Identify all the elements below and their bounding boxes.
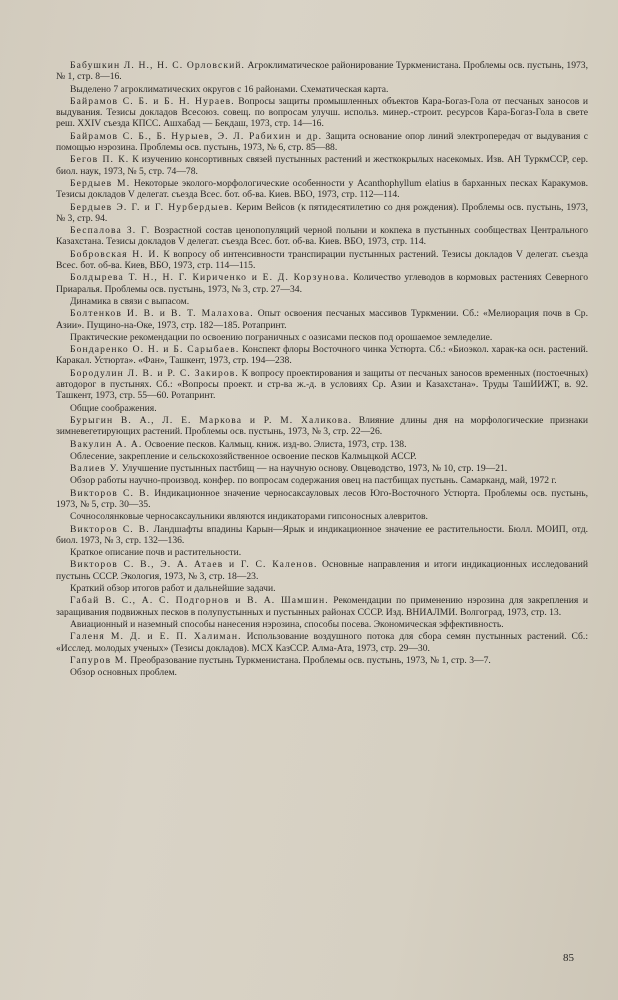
entry-text: Некоторые эколого-морфологические особенности у Acanthophyllum elatius в барханных песках Каракумов. Тезисы докладов V делегат. съезда Всес. бот. об-ва. Киев. ВБО, 1973, стр. 112—114. (56, 177, 588, 201)
bibliography-entry (56, 595, 588, 618)
entry-annotation (56, 84, 588, 95)
entry-text: Сочносолянковые черносаксаульники являются индикаторами гипсоносных алевритов. (70, 511, 428, 523)
entry-text: Освоение песков. Калмыц. книж. изд-во. Элиста, 1973, стр. 138. (142, 438, 407, 450)
entry-author: Бердыев М. (70, 177, 131, 189)
entry-annotation (56, 583, 588, 594)
bibliography-entry (56, 249, 588, 272)
entry-author: Бородулин Л. В. и Р. С. Закиров. (70, 367, 239, 379)
bibliography-entry (56, 463, 588, 474)
bibliography-entry (56, 559, 588, 582)
bibliography-entry (56, 178, 588, 201)
entry-annotation (56, 667, 588, 678)
entry-author: Викторов С. В., Э. А. Атаев и Г. С. Каленов. (70, 559, 318, 571)
entry-author: Викторов С. В. (70, 487, 151, 499)
bibliography-text (56, 60, 588, 679)
bibliography-entry (56, 439, 588, 450)
entry-author: Бабушкин Л. Н., Н. С. Орловский. (70, 60, 246, 71)
entry-text: К вопросу об интенсивности транспирации пустынных растений. Тезисы докладов V делегат. съезда Всес. бот. об-ва. Киев, ВБО, 1973, стр. 114—115. (56, 248, 588, 272)
entry-annotation (56, 619, 588, 630)
bibliography-entry (56, 272, 588, 295)
entry-author: Болтенков И. В. и В. Т. Малахова. (70, 308, 254, 320)
entry-author: Викторов С. В. (70, 523, 150, 535)
bibliography-entry (56, 60, 588, 83)
bibliography-entry (56, 308, 588, 331)
bibliography-entry (56, 524, 588, 547)
entry-author: Бобровская Н. И. (70, 248, 160, 260)
entry-text: Улучшение пустынных пастбищ — на научную основу. Овцеводство, 1973, № 10, стр. 19—21. (119, 463, 508, 475)
entry-author: Байрамов С. Б., Б. Нурыев, Э. Л. Рабихин и др. (70, 130, 323, 142)
bibliography-entry (56, 415, 588, 438)
entry-text: Практические рекомендации по освоению пограничных с оазисами песков под орошаемое земледелие. (70, 331, 493, 343)
entry-author: Бондаренко О. Н. и Б. Сарыбаев. (70, 344, 240, 356)
entry-author: Байрамов С. Б. и Б. Н. Нураев. (70, 95, 235, 107)
entry-text: Конспект флоры Восточного чинка Устюрта. Сб.: «Биоэкол. харак-ка осн. растений. Каракал. Устюрта». «Фан», Ташкент, 1973, стр. 194—238. (56, 344, 588, 367)
entry-author: Бурыгин В. А., Л. Е. Маркова и Р. М. Халикова. (70, 414, 353, 426)
bibliography-entry (56, 488, 588, 511)
bibliography-entry (56, 202, 588, 225)
bibliography-entry (56, 655, 588, 666)
entry-text: Опыт освоения песчаных массивов Туркмении. Сб.: «Мелиорация почв в Ср. Азии». Пущино-на-Оке, 1973, стр. 182—185. Ротапринт. (56, 308, 588, 331)
entry-annotation (56, 511, 588, 522)
bibliography-entry (56, 368, 588, 402)
entry-text: Обзор работы научно-производ. конфер. по вопросам содержания овец на пастбищах пустынь. Самарканд, май, 1972 г. (70, 475, 557, 487)
entry-annotation (56, 332, 588, 343)
bibliography-entry (56, 96, 588, 130)
entry-author: Беспалова З. Г. (70, 225, 151, 237)
entry-text: Выделено 7 агроклиматических округов с 16 районами. Схематическая карта. (70, 83, 389, 95)
entry-text: Агроклиматическое районирование Туркменистана. Проблемы осв. пустынь, 1973, № 1, стр. 8—16. (56, 60, 588, 83)
bibliography-entry (56, 225, 588, 248)
entry-author: Гапуров М. (70, 654, 128, 666)
entry-text: Количество углеводов в кормовых растениях Северного Приаралья. Проблемы осв. пустынь, 1973, № 3, стр. 27—34. (56, 272, 588, 295)
entry-annotation (56, 547, 588, 558)
entry-author: Габай В. С., А. С. Подгорнов и В. А. Шамшин. (70, 595, 329, 607)
entry-text: Динамика в связи с выпасом. (70, 295, 190, 307)
bibliography-entry (56, 154, 588, 177)
entry-text: Облесение, закрепление и сельскохозяйственное освоение песков Калмыцкой АССР. (70, 450, 417, 462)
entry-text: Возрастной состав ценопопуляций черной полыни и кокпека в пустынных сообществах Центрального Казахстана. Тезисы докладов V делегат. съезда Всес. бот. об-ва. Киев. ВБО, 1973, стр. 114. (56, 225, 589, 248)
entry-text: К вопросу проектирования и защиты от песчаных заносов временных (постоечных) автодорог в пустынях. Сб.: «Вопросы проект. и стр-ва ж.-д. в условиях Ср. Азии и Казахстана». Труды ТашИИЖТ, в. 92. Ташкент, 1973, стр. 55—60. Ротапринт. (56, 367, 588, 402)
entry-text: Рекомендации по применению нэрозина для закрепления и заращивания подвижных песков в полупустынных и пустынных районах СССР. Изд. ВНИАЛМИ. Волгоград, 1973, стр. 13. (56, 595, 588, 618)
entry-text: Влияние длины дня на морфологические признаки зимневегетирующих растений. Проблемы осв. пустынь, 1973, № 3, стр. 22—26. (56, 414, 588, 438)
page-number: 85 (563, 952, 574, 964)
entry-text: Использование воздушного потока для сбора семян пустынных растений. Сб.: «Исслед. молодых ученых» (Тезисы докладов). МСХ КазССР. Алма-Ата, 1973, стр. 29—30. (56, 631, 588, 654)
entry-text: Преобразование пустынь Туркменистана. Проблемы осв. пустынь, 1973, № 1, стр. 3—7. (127, 654, 491, 666)
entry-text: Вопросы защиты промышленных объектов Кара-Богаз-Гола от песчаных заносов и выдувания. Тезисы докладов Всесоюз. совещ. по вопросам улучш. использ. минер.-строит. ресурсов Кара-Богаз-Гола в свете реш. XXIV съезда КПСС. Ашхабад — Бекдаш, 1973, стр. 14—16. (56, 95, 588, 130)
entry-annotation (56, 403, 588, 414)
entry-text: Индикационное значение черносаксауловых лесов Юго-Восточного Устюрта. Проблемы осв. пустынь, 1973, № 5, стр. 30—35. (56, 487, 588, 510)
bibliography-entry (56, 344, 588, 367)
entry-author: Вакулин А. А. (70, 438, 143, 450)
entry-text: Авиационный и наземный способы нанесения нэрозина, способы посева. Экономическая эффективность. (70, 618, 504, 630)
entry-text: Защита основание опор линий электропередач от выдувания с помощью нэрозина. Проблемы осв. пустынь, 1973, № 6, стр. 85—88. (56, 130, 588, 154)
entry-annotation (56, 451, 588, 462)
entry-author: Бердыев Э. Г. и Г. Нурбердыев. (70, 201, 234, 213)
entry-text: Ландшафты впадины Карын—Ярык и индикационное значение ее растительности. Бюлл. МОИП, отд. биол. 1973, № 3, стр. 132—136. (56, 523, 588, 546)
bibliography-entry (56, 631, 588, 654)
entry-author: Бегов П. К. (70, 154, 130, 166)
entry-text: Краткое описание почв и растительности. (70, 547, 242, 559)
entry-text: Керим Вейсов (к пятидесятилетию со дня рождения). Проблемы осв. пустынь, 1973, № 3, стр. 94. (56, 201, 588, 224)
entry-annotation (56, 475, 588, 486)
entry-author: Болдырева Т. Н., Н. Г. Кириченко и Е. Д. Корзунова. (70, 272, 350, 284)
entry-text: Общие соображения. (70, 402, 157, 414)
entry-text: К изучению консортивных связей пустынных растений и жесткокрылых насекомых. Изв. АН ТуркмССР, сер. биол. наук, 1973, № 5, стр. 74—78. (56, 154, 589, 177)
entry-text: Краткий обзор итогов работ и дальнейшие задачи. (70, 583, 276, 595)
entry-author: Галеня М. Д. и Е. П. Халиман. (70, 631, 242, 643)
entry-author: Валиев У. (70, 463, 120, 475)
entry-annotation (56, 296, 588, 307)
entry-text: Обзор основных проблем. (70, 667, 177, 679)
entry-text: Основные направления и итоги индикационных исследований пустынь СССР. Экология, 1973, № 3, стр. 18—23. (56, 559, 588, 582)
bibliography-entry (56, 131, 588, 154)
